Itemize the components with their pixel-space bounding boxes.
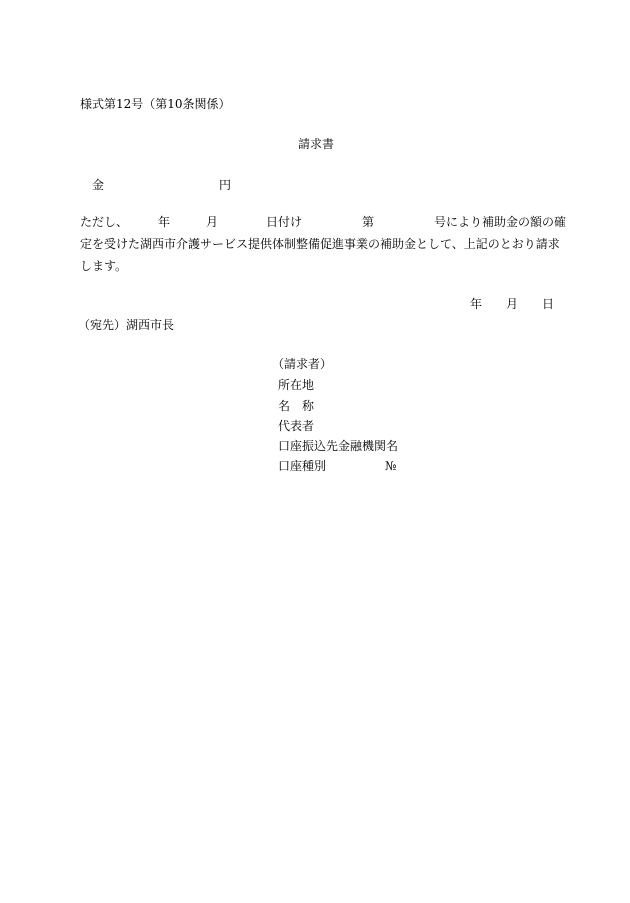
account-number-label: № [385,459,397,473]
form-number: 様式第12号（第10条関係） [80,97,231,111]
document-title: 請求書 [298,137,335,151]
amount-unit: 円 [219,178,232,192]
requester-heading: （請求者） [272,357,333,371]
body-line-2: 定を受けた湖西市介護サービス提供体制整備促進事業の補助金として、上記のとおり請求 [80,237,560,251]
requester-address-label: 所在地 [278,378,315,392]
body-line-1: ただし、 年 月 日付け 第 号により補助金の額の確 [80,215,567,229]
requester-name-label: 名 称 [278,399,315,413]
requester-representative-label: 代表者 [278,419,315,433]
addressee: （宛先）湖西市長 [78,318,175,332]
date-line: 年 月 日 [470,297,555,311]
body-line-3: します。 [80,259,128,273]
amount-prefix: 金 [92,178,105,192]
requester-account-type-label: 口座種別 [278,459,327,473]
requester-bank-label: 口座振込先金融機関名 [278,439,399,453]
